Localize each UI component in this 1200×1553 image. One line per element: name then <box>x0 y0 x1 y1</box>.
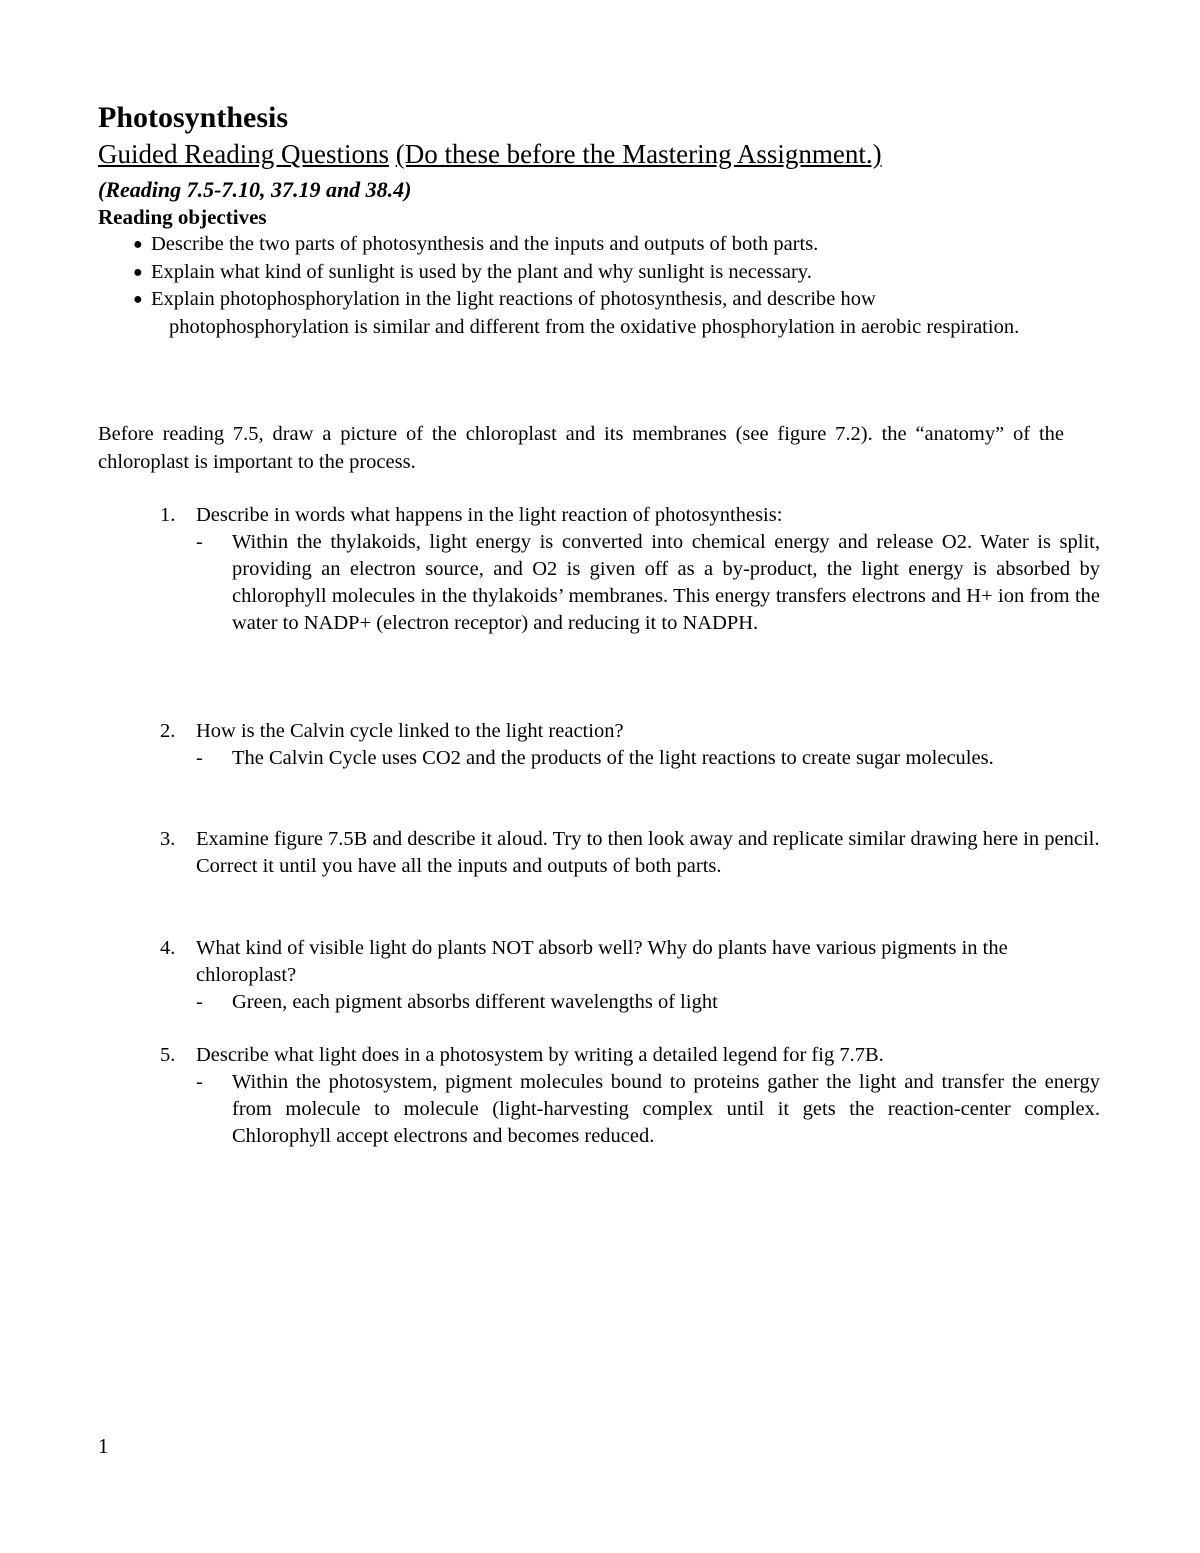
objectives-heading: Reading objectives <box>98 205 267 229</box>
subtitle-instruction: (Do these before the Mastering Assignment.) <box>395 139 882 169</box>
objectives-list <box>133 231 1073 341</box>
subtitle <box>98 137 882 171</box>
objective-text: Describe the two parts of photosynthesis and the inputs and outputs of both parts. <box>151 233 819 255</box>
bullet-icon: ● <box>133 263 143 281</box>
question-text: Examine figure 7.5B and describe it aloud. Try to then look away and replicate similar drawing here in pencil. Correct it until you have all the inputs and outputs of both parts. <box>196 828 1100 877</box>
question-number: 1. <box>160 504 176 526</box>
answer-body: The Calvin Cycle uses CO2 and the products of the light reactions to create sugar molecules. <box>232 747 994 769</box>
bullet-icon: ● <box>133 236 143 253</box>
question-3 <box>160 826 1100 880</box>
subtitle-guided-reading: Guided Reading Questions <box>98 139 389 169</box>
question-text: Describe in words what happens in the light reaction of photosynthesis: <box>196 504 783 526</box>
objective-item <box>133 231 1073 259</box>
question-5 <box>160 1042 1100 1150</box>
question-number: 5. <box>160 1044 176 1066</box>
objective-continuation: photophosphorylation is similar and different from the oxidative phosphorylation in aerobic respiration. <box>169 315 1020 338</box>
reading-range: (Reading 7.5-7.10, 37.19 and 38.4) <box>98 177 412 202</box>
question-number: 4. <box>160 937 176 959</box>
page-number: 1 <box>98 1434 109 1458</box>
intro-paragraph: Before reading 7.5, draw a picture of the chloroplast and its membranes (see figure 7.2). the “anatomy” of the chloroplast is important to the process. <box>98 423 1064 473</box>
question-text: What kind of visible light do plants NOT absorb well? Why do plants have various pigments in the chloroplast? <box>196 937 1008 986</box>
answer-text <box>196 1069 1100 1150</box>
bullet-icon: ● <box>133 291 143 308</box>
answer-dash: - <box>196 747 203 769</box>
question-2 <box>160 718 1100 772</box>
answer-dash: - <box>196 531 203 553</box>
answer-text <box>196 989 1100 1016</box>
answer-dash: - <box>196 1071 203 1093</box>
question-number: 3. <box>160 828 176 850</box>
objective-item <box>133 286 1073 341</box>
answer-body: Green, each pigment absorbs different wavelengths of light <box>232 991 718 1013</box>
objective-item <box>133 259 1073 287</box>
objective-text: Explain photophosphorylation in the light reactions of photosynthesis, and describe how <box>151 288 876 310</box>
document-title: Photosynthesis <box>98 101 289 134</box>
question-1 <box>160 502 1100 637</box>
question-text: How is the Calvin cycle linked to the light reaction? <box>196 720 624 742</box>
answer-body: Within the thylakoids, light energy is converted into chemical energy and release O2. Water is split, providing an electron source, and O2 is given off as a by-product, the light energy is absorbed by chlorophyll molecules in the thylakoids’ membranes. This energy transfers electrons and H+ ion from the water to NADP+ (electron receptor) and reducing it to NADPH. <box>232 531 1100 634</box>
answer-text <box>196 529 1100 637</box>
answer-dash: - <box>196 991 203 1013</box>
question-text: Describe what light does in a photosystem by writing a detailed legend for fig 7.7B. <box>196 1044 884 1066</box>
question-4 <box>160 935 1100 1016</box>
objective-text: Explain what kind of sunlight is used by the plant and why sunlight is necessary. <box>151 260 812 283</box>
question-number: 2. <box>160 720 176 742</box>
answer-body: Within the photosystem, pigment molecules bound to proteins gather the light and transfer the energy from molecule to molecule (light-harvesting complex until it gets the reaction-center complex. Chlorophyll accept electrons and becomes reduced. <box>232 1071 1100 1147</box>
answer-text <box>196 745 1100 772</box>
